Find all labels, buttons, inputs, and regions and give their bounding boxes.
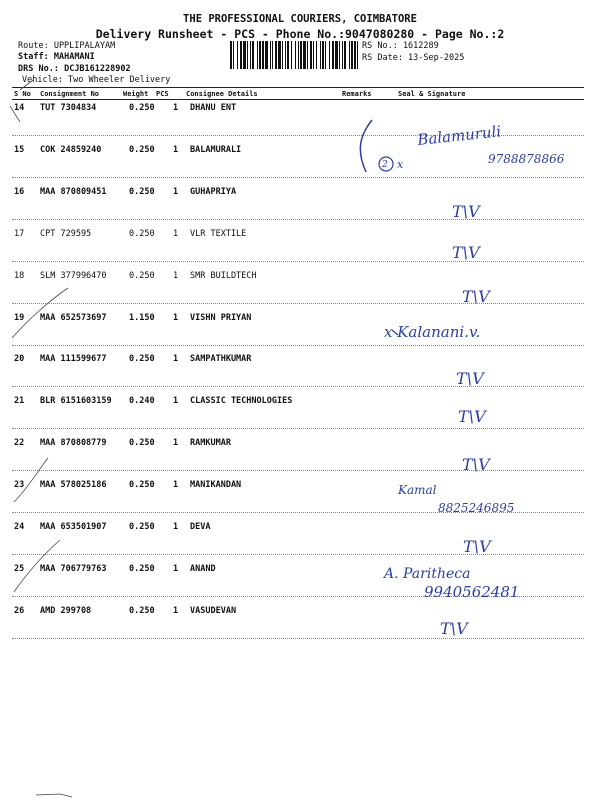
col-consignment: Consignment No [40, 90, 100, 98]
row-consignee: RAMKUMAR [190, 438, 231, 448]
row-consignment: CPT 729595 [40, 229, 92, 239]
row-pcs: 1 [173, 271, 179, 281]
col-weight: Weight [123, 90, 149, 98]
row-sno: 21 [14, 396, 25, 406]
col-sno: S No [14, 90, 31, 98]
hw-phone-25: 9940562481 [424, 583, 520, 601]
row-consignment: MAA 653501907 [40, 522, 107, 532]
row-consignment: MAA 578025186 [40, 480, 107, 490]
hw-tw-20: T\V [456, 369, 484, 388]
row-consignee: SAMPATHKUMAR [190, 354, 252, 364]
row-pcs: 1 [173, 313, 179, 323]
row-pcs: 1 [173, 396, 179, 406]
row-pcs: 1 [173, 103, 179, 113]
route-label: Route: UPPLIPALAYAM [18, 41, 116, 51]
row-consignee: BALAMURALI [190, 145, 242, 155]
row-weight: 0.250 [129, 271, 155, 281]
row-sno: 24 [14, 522, 25, 532]
hw-tw-26: T\V [440, 619, 468, 638]
row-consignment: AMD 299708 [40, 606, 92, 616]
hw-tw-21: T\V [458, 407, 486, 426]
row-sno: 25 [14, 564, 25, 574]
row-consignment: SLM 377996470 [40, 271, 107, 281]
row-consignment: TUT 7304834 [40, 103, 97, 113]
row-weight: 0.250 [129, 229, 155, 239]
row-sno: 15 [14, 145, 25, 155]
hw-x: x [397, 158, 404, 171]
row-pcs: 1 [173, 438, 179, 448]
row-consignee: VASUDEVAN [190, 606, 237, 616]
col-remarks: Remarks [342, 90, 372, 98]
check-stroke [14, 458, 48, 502]
check-stroke [12, 288, 68, 338]
hw-tw-22: T\V [462, 455, 490, 474]
row-consignee: ANAND [190, 564, 216, 574]
row-weight: 0.250 [129, 522, 155, 532]
row-pcs: 1 [173, 522, 179, 532]
row-weight: 0.250 [129, 187, 155, 197]
row-weight: 0.250 [129, 145, 155, 155]
hw-phone-23: 8825246895 [438, 501, 515, 515]
row-consignment: MAA 870808779 [40, 438, 107, 448]
row-consignee: VLR TEXTILE [190, 229, 247, 239]
company-title: THE PROFESSIONAL COURIERS, COIMBATORE [183, 13, 417, 25]
check-stroke [36, 794, 72, 797]
row-weight: 0.250 [129, 103, 155, 113]
row-consignee: DHANU ENT [190, 103, 237, 113]
row-weight: 0.250 [129, 354, 155, 364]
hw-kalanani: x Kalanani.v. [384, 323, 481, 341]
check-stroke [20, 80, 33, 90]
row-weight: 0.250 [129, 564, 155, 574]
row-sno: 14 [14, 103, 25, 113]
row-sno: 23 [14, 480, 25, 490]
row-sno: 22 [14, 438, 25, 448]
drs-number: DCJB161228902 [64, 64, 131, 74]
row-consignee: CLASSIC TECHNOLOGIES [190, 396, 293, 406]
row-weight: 0.250 [129, 606, 155, 616]
row-pcs: 1 [173, 145, 179, 155]
row-consignee: DEVA [190, 522, 211, 532]
ink-strokes [10, 80, 398, 797]
row-consignment: MAA 111599677 [40, 354, 107, 364]
rs-number: RS No.: 1612289 [362, 41, 439, 51]
row-consignment: MAA 652573697 [40, 313, 107, 323]
vehicle-label: Vehicle: Two Wheeler Delivery [22, 75, 171, 85]
row-sno: 20 [14, 354, 25, 364]
hw-tw-18: T\V [462, 287, 490, 306]
row-pcs: 1 [173, 187, 179, 197]
row-consignment: MAA 706779763 [40, 564, 107, 574]
row-consignee: VISHN PRIYAN [190, 313, 252, 323]
hw-paritheca-name: A. Paritheca [384, 566, 471, 582]
row-consignment: MAA 870809451 [40, 187, 107, 197]
row-consignee: GUHAPRIYA [190, 187, 237, 197]
col-consignee: Consignee Details [186, 90, 258, 98]
row-sno: 26 [14, 606, 25, 616]
row-consignee: SMR BUILDTECH [190, 271, 257, 281]
check-stroke [10, 106, 20, 122]
hw-kamal-name: Kamal [398, 483, 437, 497]
ink-text [381, 122, 565, 638]
check-stroke [14, 540, 60, 592]
row-pcs: 1 [173, 229, 179, 239]
row-weight: 0.250 [129, 480, 155, 490]
hw-tw-16: T\V [452, 202, 480, 221]
rs-date: RS Date: 13-Sep-2025 [362, 53, 465, 63]
hw-balamurali-signature: Balamuruli [416, 122, 502, 149]
row-sno: 19 [14, 313, 25, 323]
row-pcs: 1 [173, 480, 179, 490]
col-pcs: PCS [156, 90, 169, 98]
row-weight: 0.240 [129, 396, 155, 406]
row-consignment: BLR 6151603159 [40, 396, 112, 406]
hw-circle-2: 2 [382, 160, 388, 170]
hw-tw-24: T\V [463, 537, 491, 556]
row-pcs: 1 [173, 354, 179, 364]
row-weight: 1.150 [129, 313, 155, 323]
row-pcs: 1 [173, 606, 179, 616]
row-sno: 18 [14, 271, 25, 281]
row-consignee: MANIKANDAN [190, 480, 242, 490]
drs-label: DRS No.: [18, 64, 59, 74]
row-sno: 17 [14, 229, 25, 239]
row-consignment: COK 24859240 [40, 145, 102, 155]
hw-tw-17: T\V [452, 243, 480, 262]
col-seal: Seal & Signature [398, 90, 466, 98]
row-weight: 0.250 [129, 438, 155, 448]
row-pcs: 1 [173, 564, 179, 574]
staff-label: Staff: [18, 52, 49, 62]
row-sno: 16 [14, 187, 25, 197]
runsheet-subtitle: Delivery Runsheet - PCS - Phone No.:9047080280 - Page No.:2 [95, 27, 505, 41]
hw-phone-15: 9788878866 [488, 152, 565, 166]
bracket-stroke [360, 120, 372, 172]
staff-name: MAHAMANI [53, 52, 95, 62]
